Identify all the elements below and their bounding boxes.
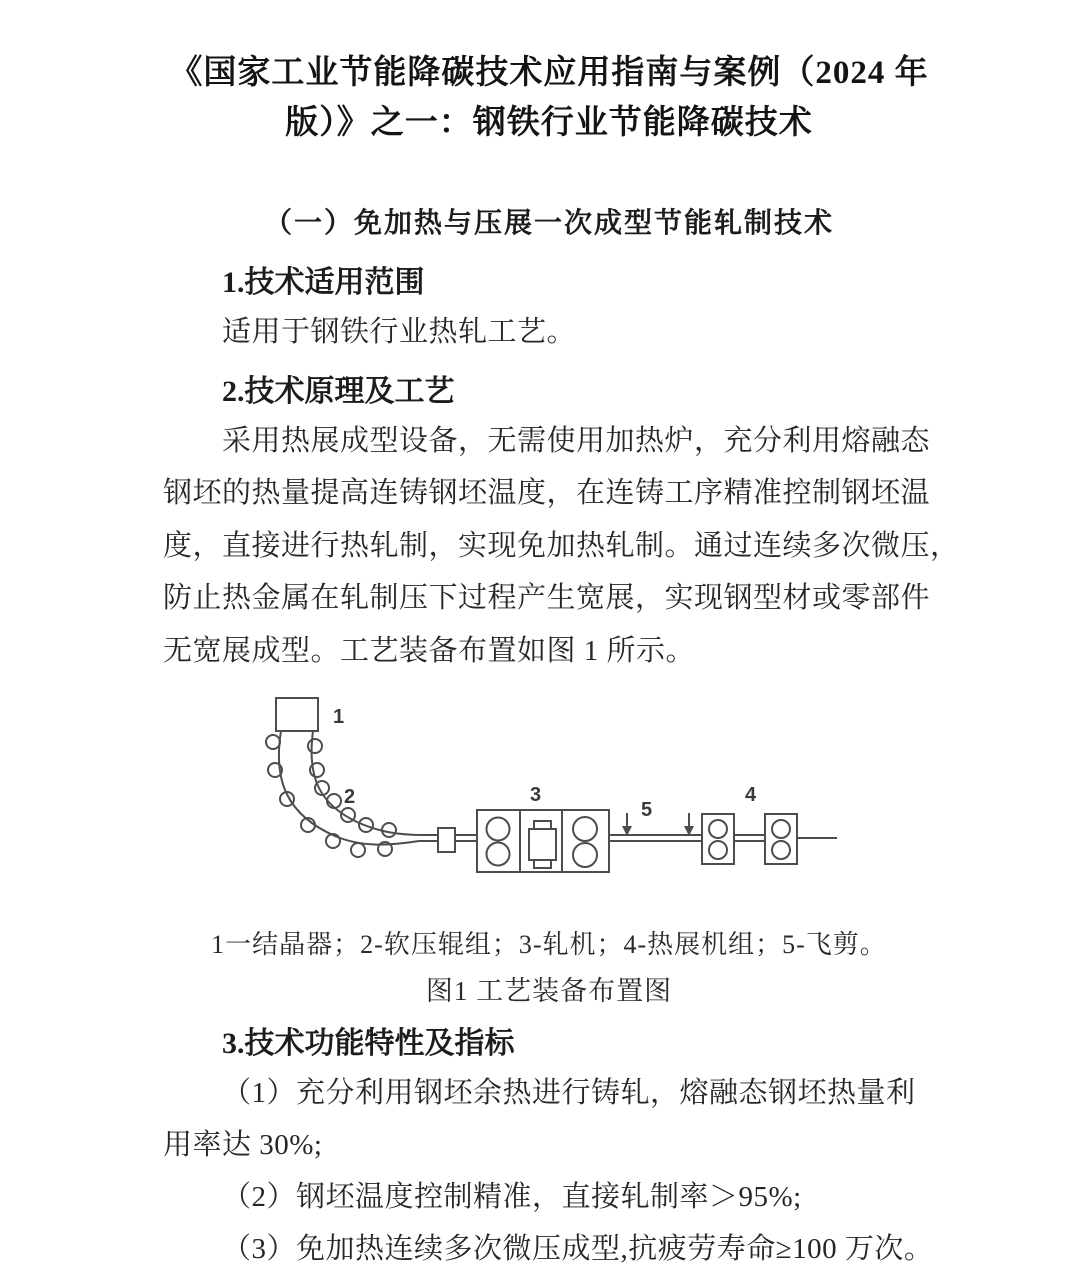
section-2-line: 无宽展成型。工艺装备布置如图 1 所示。: [163, 634, 696, 667]
section-3-line: （3）免加热连续多次微压成型,抗疲劳寿命≥100 万次。: [222, 1233, 934, 1265]
figure-1-diagram-area: [227, 689, 935, 919]
figure-1-legend: 1一结晶器；2-软压辊组；3-轧机；4-热展机组；5-飞剪。: [211, 930, 887, 959]
hot-spreading-unit-shape: [702, 814, 797, 864]
figure-label-hot-spreading-unit: 4: [745, 784, 757, 806]
section-3-line: （2）钢坯温度控制精准，直接轧制率＞95%;: [222, 1181, 802, 1213]
soft-reduction-rollers: [266, 735, 396, 857]
section-3-heading: 3.技术功能特性及指标: [222, 1027, 515, 1060]
figure-1-caption: 图1 工艺装备布置图: [425, 976, 673, 1006]
figure-label-flying-shear: 5: [641, 799, 653, 821]
chapter-heading: （一）免加热与压展一次成型节能轧制技术: [263, 207, 834, 238]
section-2-line: 采用热展成型设备，无需使用加热炉，充分利用熔融态: [222, 424, 931, 457]
section-2-heading: 2.技术原理及工艺: [222, 374, 455, 408]
flying-shear-arrows: [627, 813, 689, 827]
section-3-line: 用率达 30%;: [163, 1129, 323, 1161]
crystallizer-shape: [276, 698, 318, 731]
figure-label-soft-reduction-rolls: 2: [344, 786, 356, 808]
section-2-line: 钢坯的热量提高连铸钢坯温度，在连铸工序精准控制钢坯温: [163, 477, 931, 509]
figure-label-rolling-mill: 3: [530, 784, 542, 806]
rolling-mill-shape: [477, 810, 609, 872]
figure-1: [163, 689, 935, 1011]
section-3-items: [163, 1067, 935, 1275]
section-2-line: 防止热金属在轧制压下过程产生宽展，实现钢型材或零部件: [163, 582, 931, 614]
document-title: [163, 48, 935, 148]
figure-label-crystallizer: 1: [333, 706, 345, 728]
section-2-line: 度，直接进行热轧制，实现免加热轧制。通过连续多次微压，: [163, 529, 960, 562]
figure-1-diagram: [227, 689, 887, 919]
title-line-1: 《国家工业节能降碳技术应用指南与案例（2024 年: [169, 55, 929, 91]
guide-box-shape: [438, 828, 455, 852]
section-1-heading: 1.技术适用范围: [222, 266, 425, 299]
section-1-line: 适用于钢铁行业热轧工艺。: [222, 316, 577, 348]
section-3-line: （1）充分利用钢坯余热进行铸轧，熔融态钢坯热量利: [222, 1077, 916, 1109]
title-line-2: 版）》之一：钢铁行业节能降碳技术: [285, 105, 813, 141]
